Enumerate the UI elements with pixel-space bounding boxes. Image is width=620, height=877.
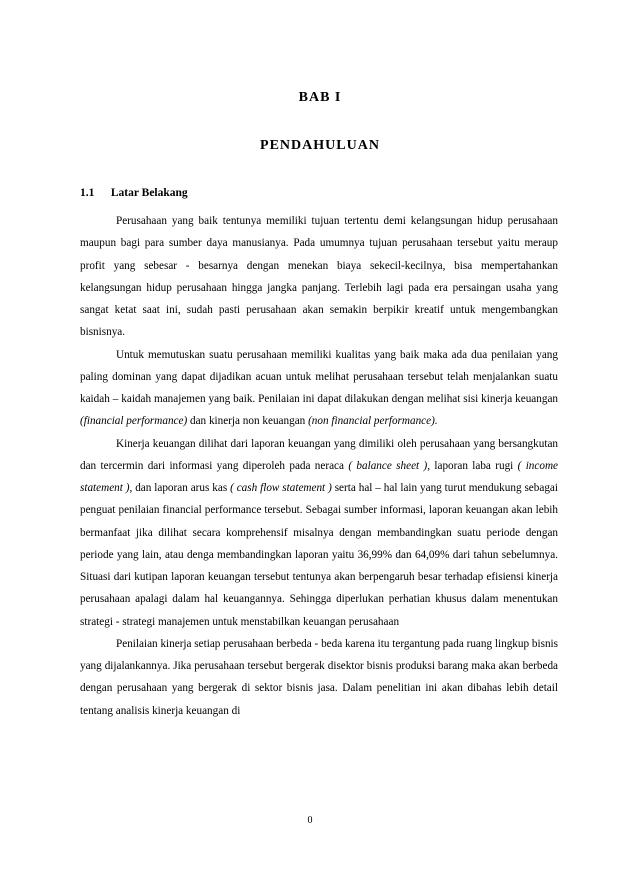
text-run: Perusahaan yang baik tentunya memiliki tujuan tertentu demi kelangsungan hidup perusahaan maupun bagi para sumber daya manusianya. Pada umumnya tujuan perusahaan tersebut yaitu meraup profit yang sebesar - besarnya dengan menekan biaya sekecil-kecilnya, bisa mempertahankan kelangsungan hidup perusahaan hingga jangka panjang. Terlebih lagi pada era persaingan usaha yang sangat ketat saat ini, sudah pasti perusahaan akan semakin berpikir kreatif untuk mengembangkan bisnisnya. [80,215,558,339]
italic-term: (financial performance) [80,415,188,428]
paragraph [80,344,558,433]
paragraph [80,210,558,344]
italic-term: ( balance sheet ), [348,459,431,472]
section-heading [80,187,560,199]
body-text [80,210,558,722]
paragraph [80,433,558,633]
paragraph [80,633,558,722]
chapter-title: PENDAHULUAN [260,138,380,153]
italic-term: ( cash flow statement ) [230,482,332,494]
text-run: dan laporan arus kas [132,482,231,494]
text-run: Penilaian kinerja setiap perusahaan berbeda - beda karena itu tergantung pada ruang lingkup bisnis yang dijalankannya. Jika perusahaan tersebut bergerak disektor bisnis produksi barang maka akan berbeda dengan perusahaan yang bergerak di sektor bisnis jasa. Dalam penelitian ini akan dibahas lebih detail tentang analisis kinerja keuangan di [80,637,558,717]
section-title: Latar Belakang [110,187,188,199]
page-number: 0 [307,815,313,826]
text-run: laporan laba rugi [430,459,518,472]
chapter-number: BAB I [298,90,342,105]
italic-term: (non financial performance). [308,415,438,428]
text-run: Kinerja keuangan dilihat dari laporan keuangan yang dimiliki oleh perusahaan yang bersangkutan dan tercermin dari informasi yang diperoleh pada neraca [80,437,558,472]
section-number: 1.1 [80,187,95,199]
text-run: Untuk memutuskan suatu perusahaan memiliki kualitas yang baik maka ada dua penilaian yang paling dominan yang dapat dijadikan acuan untuk melihat perusahaan tersebut telah menjalankan suatu kaidah – kaidah manajemen yang baik. Penilaian ini dapat dilakukan dengan melihat sisi kinerja keuangan [80,348,558,405]
text-run: dan kinerja non keuangan [187,415,309,428]
text-run: serta hal – hal lain yang turut mendukung sebagai penguat penilaian financial performance tersebut. Sebagai sumber informasi, laporan keuangan akan lebih bermanfaat jika dilihat secara komprehensif misalnya dengan membandingkan suatu periode dengan periode yang lain, atau denga membandingkan laporan yaitu 36,99% dan 64,09% dari tahun sebelumnya. Situasi dari kutipan laporan keuangan tersebut tentunya akan berpengaruh besar terhadap efisiensi kinerja perusahaan apalagi dalam hal keuangannya. Sehingga diperlukan perhatian khusus dalam menentukan strategi - strategi manajemen untuk menstabilkan keuangan perusahaan [80,482,558,628]
italic-term: ( income statement ), [80,459,559,494]
